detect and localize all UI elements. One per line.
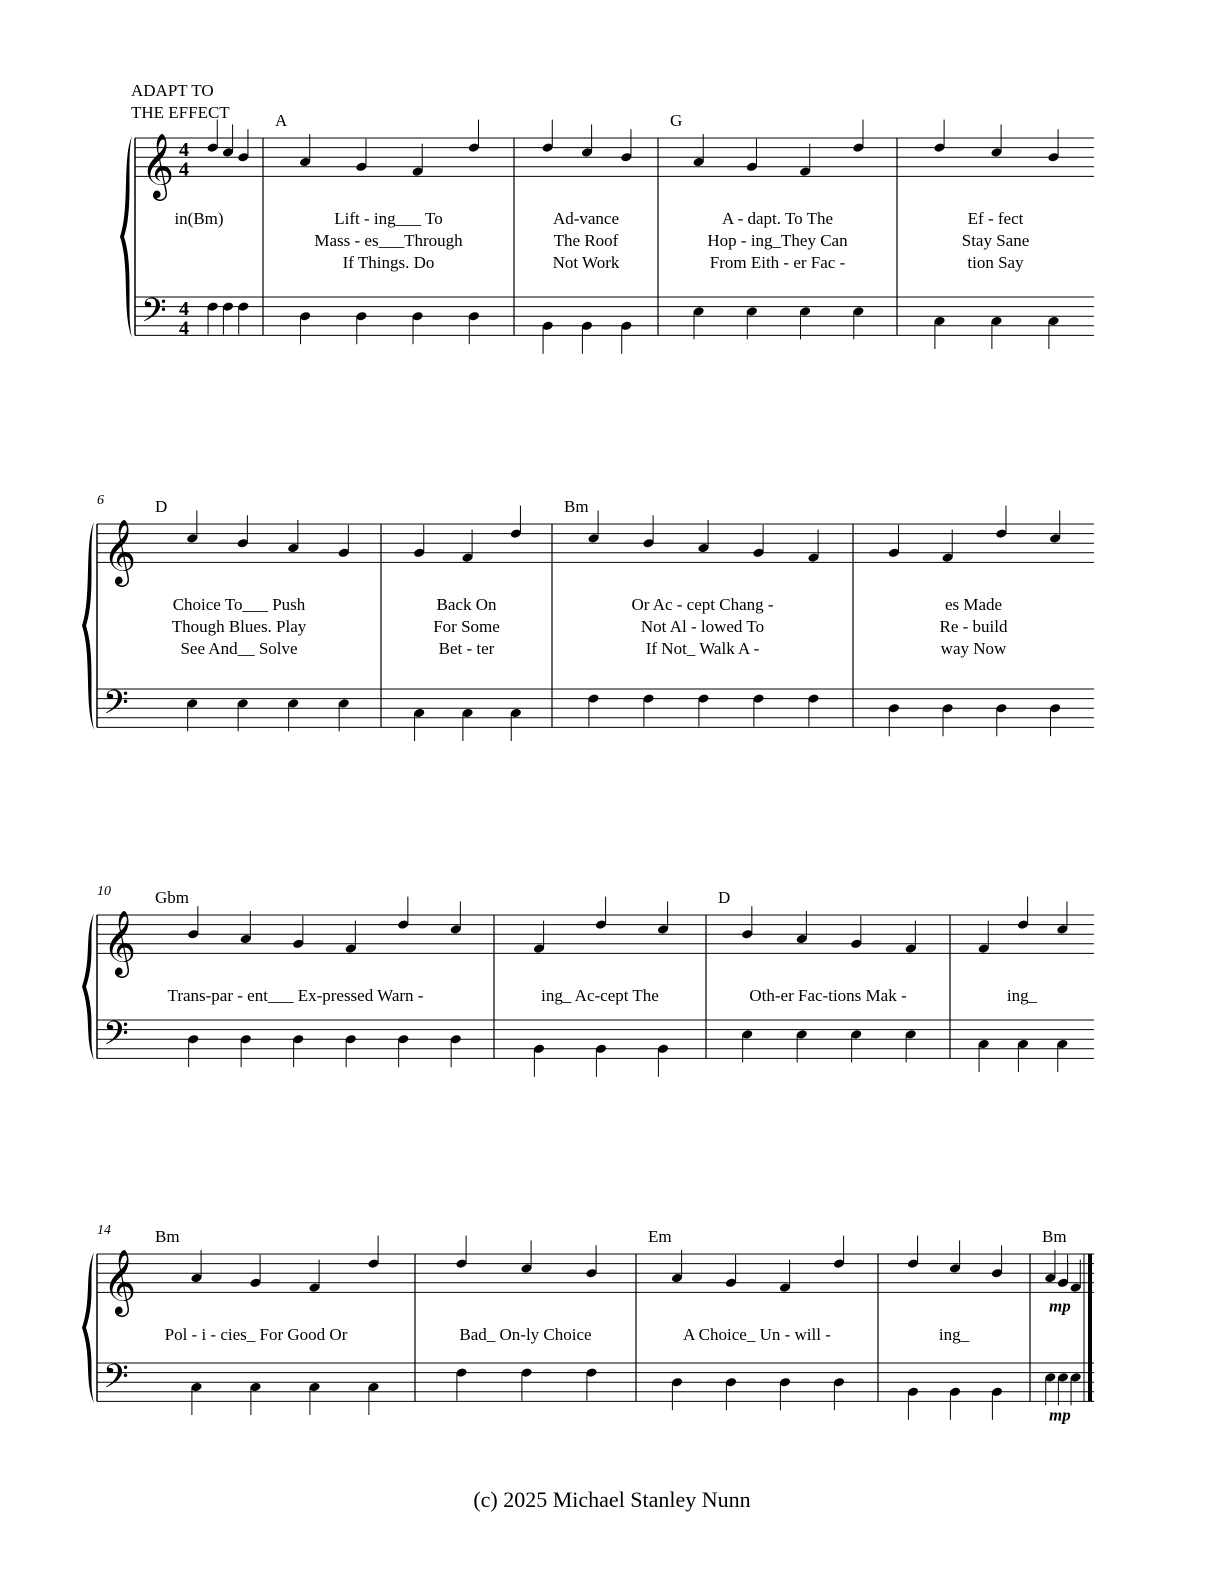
lyric-line: Ad-vance bbox=[552, 209, 620, 228]
copyright-footer: (c) 2025 Michael Stanley Nunn bbox=[473, 1487, 751, 1512]
chord-symbol: Bm bbox=[1042, 1227, 1067, 1246]
bass-clef-icon: 𝄢 bbox=[103, 1014, 129, 1060]
lyric-line: in(Bm) bbox=[174, 209, 224, 228]
lyric-line: Choice To___ Push bbox=[172, 595, 306, 614]
measure-number: 10 bbox=[97, 884, 111, 899]
brace-icon bbox=[82, 1252, 94, 1403]
lyric-line: The Roof bbox=[553, 231, 619, 250]
lyric-line: Hop - ing_They Can bbox=[707, 231, 848, 250]
chord-symbol: A bbox=[275, 111, 288, 130]
brace-icon bbox=[120, 136, 132, 337]
lyric-line: es Made bbox=[944, 595, 1003, 614]
time-signature-denominator: 4 bbox=[179, 317, 189, 340]
chord-symbol: D bbox=[155, 497, 168, 516]
time-signature-denominator: 4 bbox=[179, 158, 189, 181]
measure-number: 6 bbox=[97, 493, 104, 508]
lyric-line: Lift - ing___ To bbox=[334, 209, 443, 228]
lyric-line: A - dapt. To The bbox=[721, 209, 834, 228]
treble-clef-icon: 𝄞 bbox=[103, 521, 137, 584]
treble-clef-icon: 𝄞 bbox=[103, 1251, 137, 1314]
time-signature-numerator: 4 bbox=[179, 298, 189, 321]
treble-clef-icon: 𝄞 bbox=[103, 912, 137, 975]
lyric-line: Re - build bbox=[939, 617, 1008, 636]
lyric-line: If Things. Do bbox=[342, 253, 435, 272]
lyric-line: If Not_ Walk A - bbox=[645, 639, 760, 658]
lyric-line: Oth-er Fac-tions Mak - bbox=[749, 986, 907, 1005]
bass-clef-icon: 𝄢 bbox=[103, 1357, 129, 1403]
lyric-line: From Eith - er Fac - bbox=[709, 253, 846, 272]
lyric-line: Not Work bbox=[552, 253, 620, 272]
time-signature-numerator: 4 bbox=[179, 139, 189, 162]
title-line-1: ADAPT TO bbox=[131, 81, 214, 100]
lyric-line: tion Say bbox=[967, 253, 1024, 272]
chord-symbol: Bm bbox=[564, 497, 589, 516]
lyric-line: For Some bbox=[433, 617, 500, 636]
lyric-line: Trans-par - ent___ Ex-pressed Warn - bbox=[167, 986, 424, 1005]
chord-symbol: Em bbox=[648, 1227, 672, 1246]
lyric-line: way Now bbox=[940, 639, 1007, 658]
measure-number: 14 bbox=[97, 1223, 111, 1238]
treble-clef-icon: 𝄞 bbox=[141, 135, 175, 198]
lyric-line: Stay Sane bbox=[961, 231, 1030, 250]
brace-icon bbox=[82, 522, 94, 729]
lyric-line: ing_ bbox=[1006, 986, 1038, 1005]
lyric-line: ing_ bbox=[938, 1325, 970, 1344]
lyric-line: Or Ac - cept Chang - bbox=[631, 595, 774, 614]
chord-symbol: D bbox=[718, 888, 731, 907]
chord-symbol: G bbox=[670, 111, 683, 130]
title-line-2: THE EFFECT bbox=[131, 103, 230, 122]
lyric-line: Back On bbox=[436, 595, 497, 614]
lyric-line: Not Al - lowed To bbox=[640, 617, 765, 636]
lyric-line: Bad_ On-ly Choice bbox=[459, 1325, 592, 1344]
chord-symbol: Gbm bbox=[155, 888, 189, 907]
lyric-line: Pol - i - cies_ For Good Or bbox=[164, 1325, 348, 1344]
lyric-line: A Choice_ Un - will - bbox=[683, 1325, 831, 1344]
lyric-line: Though Blues. Play bbox=[171, 617, 307, 636]
lyric-line: Bet - ter bbox=[438, 639, 495, 658]
dynamic-marking: mp bbox=[1049, 1405, 1071, 1425]
lyric-line: See And__ Solve bbox=[180, 639, 298, 658]
dynamic-marking: mp bbox=[1049, 1296, 1071, 1316]
bass-clef-icon: 𝄢 bbox=[141, 291, 167, 337]
chord-symbol: Bm bbox=[155, 1227, 180, 1246]
bass-clef-icon: 𝄢 bbox=[103, 683, 129, 729]
lyric-line: Ef - fect bbox=[967, 209, 1024, 228]
brace-icon bbox=[82, 913, 94, 1060]
lyric-line: Mass - es___Through bbox=[314, 231, 463, 250]
lyric-line: ing_ Ac-cept The bbox=[541, 986, 659, 1005]
